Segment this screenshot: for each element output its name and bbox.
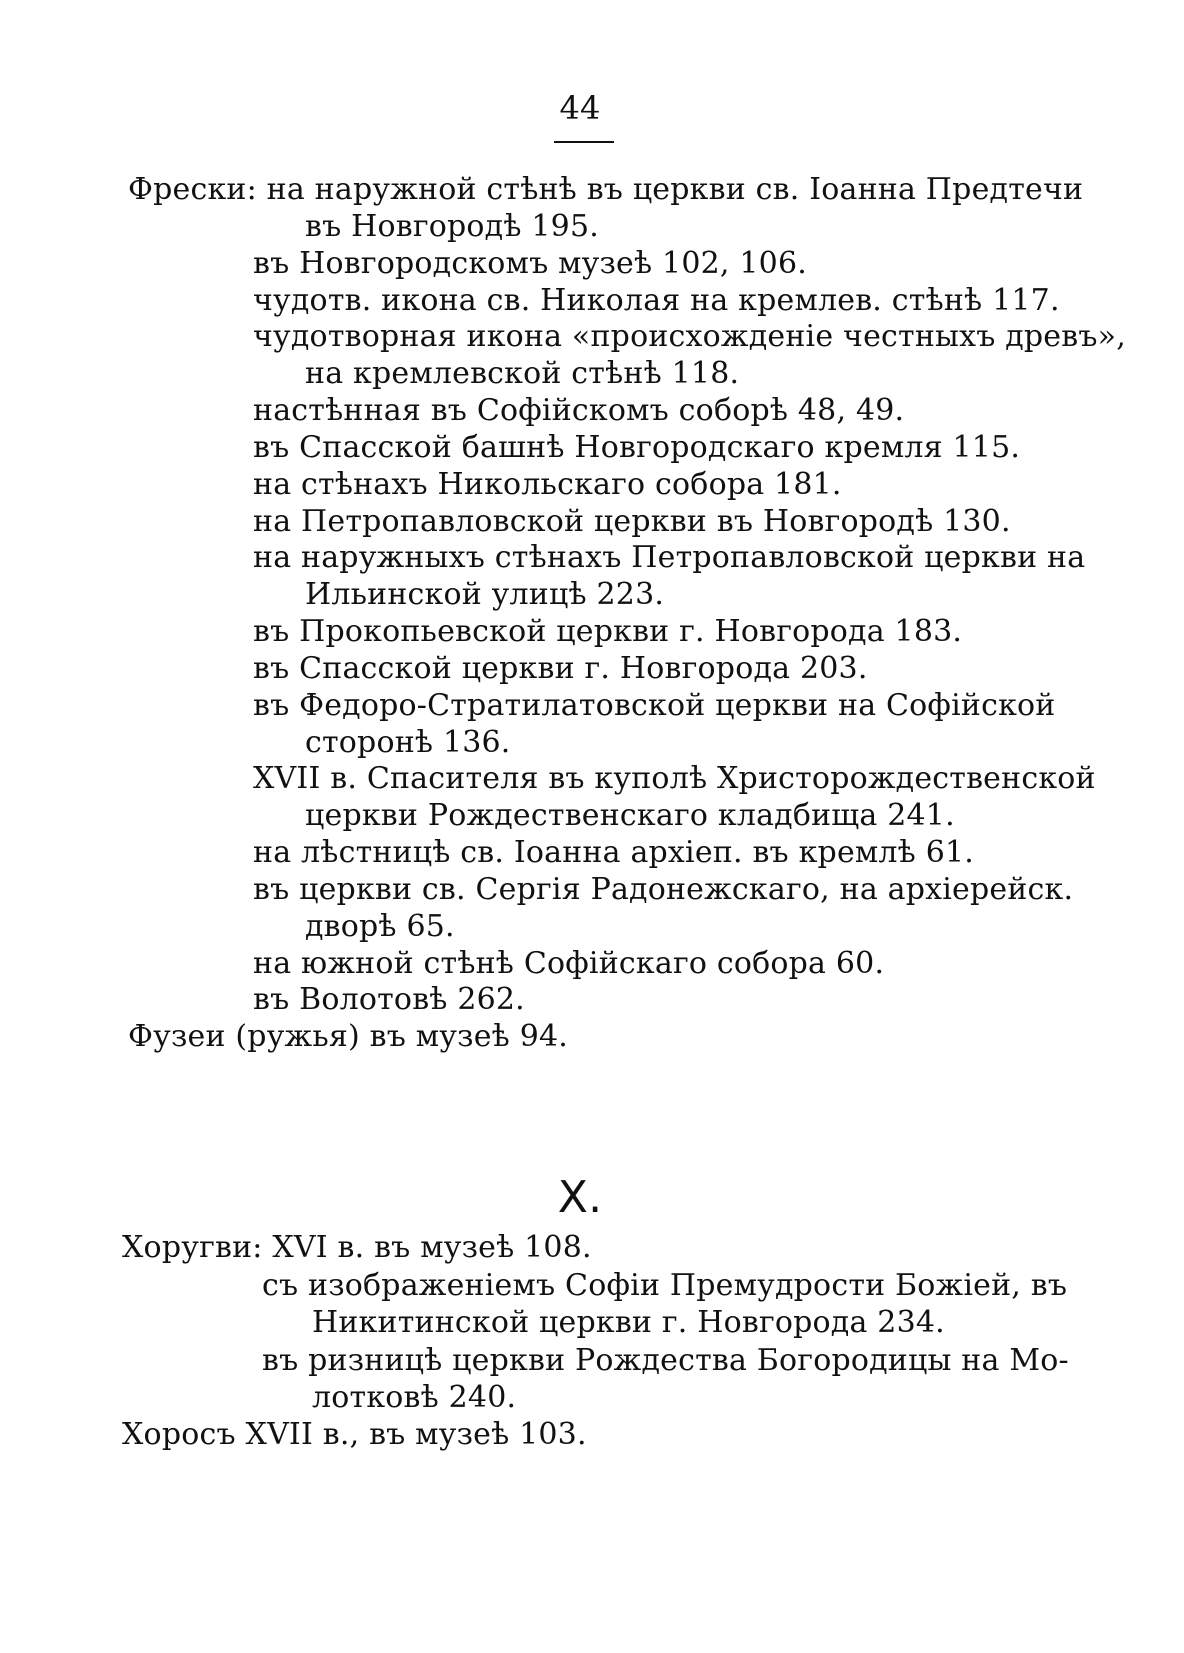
index-line: чудотворная икона «происхожденіе честныхъ древъ»,: [253, 319, 1126, 354]
index-line: въ Новгородѣ 195.: [305, 209, 599, 244]
index-line: на лѣстницѣ св. Іоанна архіеп. въ кремлѣ 61.: [253, 835, 975, 870]
index-line: дворѣ 65.: [305, 909, 455, 944]
index-line: Хоругви: XVI в. въ музеѣ 108.: [122, 1230, 592, 1265]
index-line: на кремлевской стѣнѣ 118.: [305, 356, 740, 391]
index-line: Никитинской церкви г. Новгорода 234.: [312, 1305, 945, 1340]
index-line: въ ризницѣ церкви Рождества Богородицы на Мо-: [262, 1343, 1069, 1378]
page-number-rule: [554, 141, 614, 143]
section-heading: Х.: [557, 1172, 603, 1223]
index-line: на южной стѣнѣ Софійскаго собора 60.: [253, 946, 885, 981]
index-line: на Петропавловской церкви въ Новгородѣ 130.: [253, 504, 1011, 539]
index-line: съ изображеніемъ Софіи Премудрости Божіей, въ: [262, 1268, 1068, 1303]
index-line: на наружныхъ стѣнахъ Петропавловской церкви на: [253, 540, 1086, 575]
index-line: лотковѣ 240.: [312, 1380, 517, 1415]
index-line: на стѣнахъ Никольскаго собора 181.: [253, 467, 842, 502]
index-line: въ церкви св. Сергія Радонежскаго, на архіерейск.: [253, 872, 1074, 907]
index-line: чудотв. икона св. Николая на кремлев. стѣнѣ 117.: [253, 283, 1060, 318]
index-line: Ильинской улицѣ 223.: [305, 577, 665, 612]
index-line: въ Прокопьевской церкви г. Новгорода 183.: [253, 614, 963, 649]
index-line: Хоросъ XVII в., въ музеѣ 103.: [122, 1417, 587, 1452]
index-line: въ Новгородскомъ музеѣ 102, 106.: [253, 246, 807, 281]
index-line: въ Волотовѣ 262.: [253, 982, 525, 1017]
index-line: въ Федоро-Стратилатовской церкви на Софійской: [253, 688, 1056, 723]
index-line: Фузеи (ружья) въ музеѣ 94.: [128, 1019, 569, 1054]
index-line: XVII в. Спасителя въ куполѣ Христорождественской: [253, 761, 1096, 796]
page-number: 44: [559, 89, 601, 127]
index-line: сторонѣ 136.: [305, 725, 511, 760]
index-line: церкви Рождественскаго кладбища 241.: [305, 798, 955, 833]
index-line: Фрески: на наружной стѣнѣ въ церкви св. Іоанна Предтечи: [128, 172, 1084, 207]
index-line: въ Спасской церкви г. Новгорода 203.: [253, 651, 868, 686]
index-line: настѣнная въ Софійскомъ соборѣ 48, 49.: [253, 393, 905, 428]
index-line: въ Спасской башнѣ Новгородскаго кремля 115.: [253, 430, 1021, 465]
